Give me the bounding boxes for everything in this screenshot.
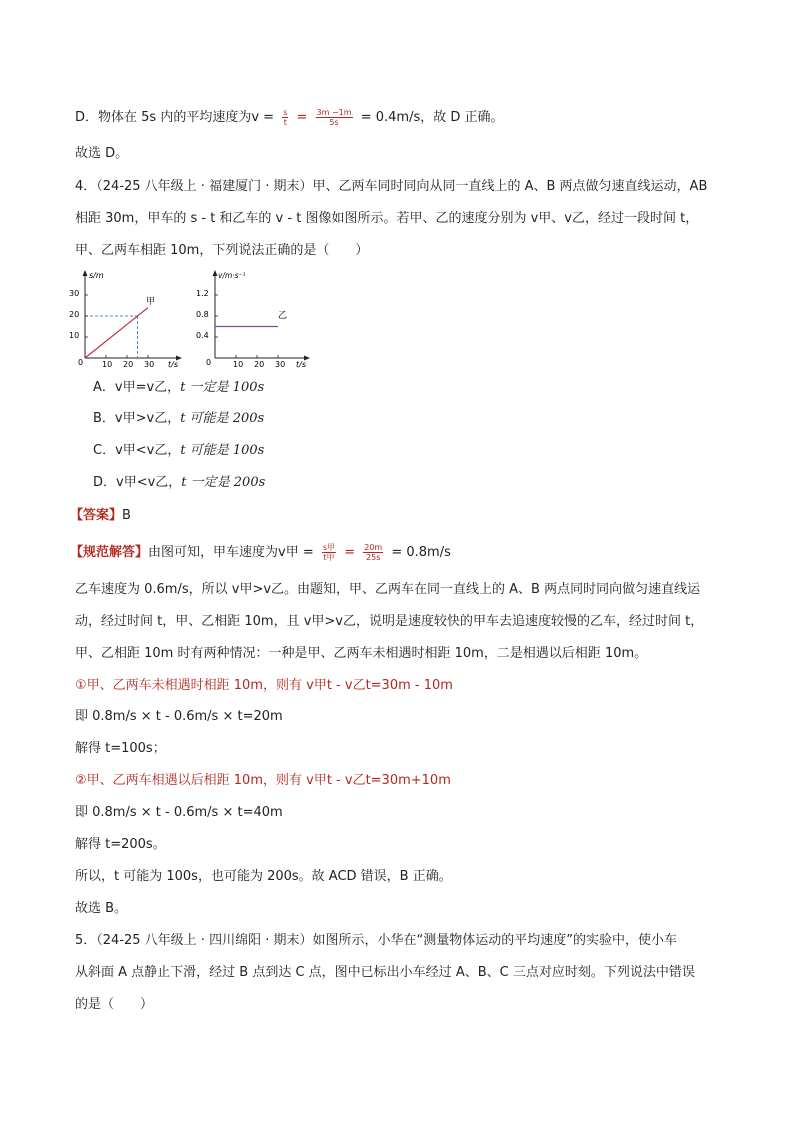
fraction-s-t: $\frac{s}{t}$ — [283, 108, 288, 127]
prev-option-d: D．物体在 5s 内的平均速度为v = $\frac{s}{t}$ = $\frac{3m -1m}{5s}$ = 0.4m/s，故 D 正确。 — [75, 108, 504, 127]
graph1-series-label: 甲 — [146, 297, 156, 307]
q4-stem-line3: 甲、乙两车相距 10m，下列说法正确的是（ ） — [75, 243, 369, 258]
graph2-xtick: 10 — [233, 360, 244, 368]
graph2-ytick: 0.8 — [196, 310, 209, 319]
q4-option-a: A．v甲=v乙，t 一定是 100s — [93, 380, 265, 395]
graph2-xlabel: t/s — [296, 360, 306, 368]
graph1-ytick: 20 — [69, 310, 80, 319]
graph1-xtick: 20 — [123, 360, 134, 368]
graph2-xtick: 30 — [275, 360, 286, 368]
graph2-origin: 0 — [206, 358, 212, 367]
q4-option-b: B．v甲>v乙，t 可能是 200s — [93, 411, 265, 426]
case2-condition: ②甲、乙两车相遇以后相距 10m，则有 v甲t - v乙t=30m+10m — [75, 773, 451, 788]
s-t-graph — [64, 268, 186, 368]
q4-stem-line1: 4．（24-25 八年级上 · 福建厦门 · 期末）甲、乙两车同时同向从同一直线上的 A、B 两点做匀速直线运动，AB — [75, 179, 708, 194]
case1-equation: 即 0.8m/s × t - 0.6m/s × t=20m — [75, 709, 283, 724]
graph1-ytick: 30 — [69, 289, 80, 298]
q4-conclusion: 所以，t 可能为 100s，也可能为 200s。故 ACD 错误，B 正确。 — [75, 869, 452, 884]
q4-explanation-line2: 乙车速度为 0.6m/s，所以 v甲>v乙。由题知，甲、乙两车在同一直线上的 A、B 两点同时同向做匀速直线运 — [75, 582, 701, 597]
graph2-ylabel: v/m·s⁻¹ — [218, 271, 246, 280]
q4-answer — [70, 506, 131, 526]
graph2-ytick: 1.2 — [196, 289, 209, 298]
q5-stem-line3: 的是（ ） — [75, 997, 154, 1012]
graph2-y-arrow — [213, 270, 218, 276]
answer-value: B — [122, 508, 131, 523]
q4-explanation-line1: 【规范解答】由图可知，甲车速度为v甲 = $\frac{\text{s甲}}{\text{t甲}}$ = $\frac{20m}{25s}$ = 0.8m/s — [70, 543, 451, 562]
q4-option-d: D．v甲<v乙，t 一定是 200s — [93, 475, 266, 490]
graph2-series-label: 乙 — [278, 311, 288, 321]
graph1-xtick: 30 — [144, 360, 155, 368]
q5-stem-line1: 5．（24-25 八年级上 · 四川绵阳 · 期末）如图所示，小华在“测量物体运动的平均速度”的实验中，使小车 — [75, 933, 677, 948]
graph1-ylabel: s/m — [89, 271, 104, 280]
fraction-s-t-jia: $\frac{\text{s甲}}{\text{t甲}}$ — [322, 543, 336, 562]
graph1-xlabel: t/s — [168, 360, 178, 368]
graph1-ytick: 10 — [69, 331, 80, 340]
case1-condition: ①甲、乙两车未相遇时相距 10m，则有 v甲t - v乙t=30m - 10m — [75, 678, 453, 693]
q4-option-c: C．v甲<v乙，t 可能是 100s — [93, 443, 265, 458]
speed-result: = 0.8m/s — [391, 545, 451, 560]
graph2-xtick: 20 — [254, 360, 265, 368]
case2-equation: 即 0.8m/s × t - 0.6m/s × t=40m — [75, 805, 283, 820]
case1-solution: 解得 t=100s； — [75, 741, 166, 756]
graph1-y-arrow — [83, 270, 88, 276]
fraction-20m-25s: $\frac{20m}{25s}$ — [364, 543, 383, 562]
q4-choose: 故选 B。 — [75, 901, 128, 916]
answer-tag: 【答案】 — [70, 508, 123, 523]
graph1-origin: 0 — [78, 358, 84, 367]
prev-d-result: = 0.4m/s，故 D 正确。 — [360, 110, 504, 125]
q5-stem-line2: 从斜面 A 点静止下滑，经过 B 点到达 C 点，图中已标出小车经过 A、B、C 三点对应时刻。下列说法中错误 — [75, 965, 695, 980]
q4-stem-line2: 相距 30m，甲车的 s - t 和乙车的 v - t 图像如图所示。若甲、乙的速度分别为 v甲、v乙，经过一段时间 t， — [75, 211, 699, 226]
q4-explanation-line4: 甲、乙相距 10m 时有两种情况：一种是甲、乙两车未相遇时相距 10m，二是相遇以后相距 10m。 — [75, 646, 648, 661]
v-t-graph — [192, 268, 314, 368]
prev-d-text: D．物体在 5s 内的平均速度为v = — [75, 110, 275, 125]
graph1-series-line — [85, 308, 148, 358]
prev-choose: 故选 D。 — [75, 146, 129, 161]
q4-explanation-line3: 动，经过时间 t，甲、乙相距 10m，且 v甲>v乙，说明是速度较快的甲车去追速度较慢的乙车，经过时间 t， — [75, 614, 704, 629]
explanation-tag: 【规范解答】 — [70, 545, 149, 560]
graph1-xtick: 10 — [102, 360, 113, 368]
case2-solution: 解得 t=200s。 — [75, 837, 166, 852]
graph2-ytick: 0.4 — [196, 331, 209, 340]
fraction-3m-1m: $\frac{3m -1m}{5s}$ — [316, 108, 352, 127]
